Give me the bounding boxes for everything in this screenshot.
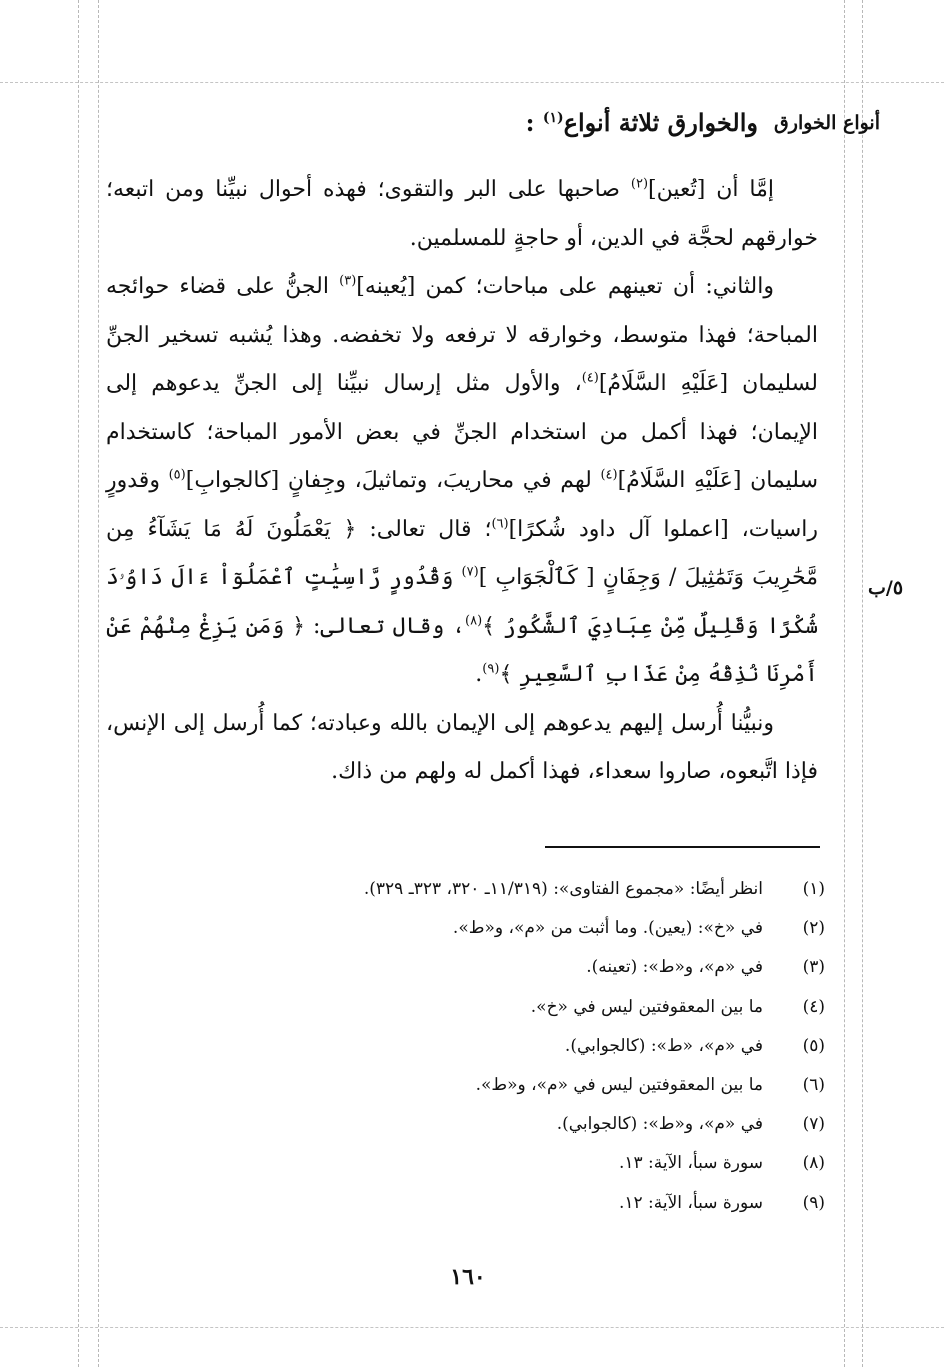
footnote-number: (٨) [802,1153,825,1174]
main-text [106,166,818,797]
footnotes [240,870,825,1223]
text-run: ، والأول مثل إرسال نبيِّنا إلى الجنِّ يدعوهم إلى الإيمان؛ فهذا أكمل من استخدام الجنِّ في بعض الأمور المباحة؛ كاستخدام سليمان [عَلَيْهِ السَّلَامُ] [106,371,819,493]
footnote-number: (٤) [802,996,825,1017]
footnote-number: (٥) [802,1035,825,1056]
footnote-item [240,1184,825,1223]
quran-quote: ؛ قال تعالى: ﴿ يَعْمَلُونَ لَهُ مَا يَشَآءُ مِن مَّحَٰرِيبَ وَتَمَٰثِيلَ / وَجِفَانٍ [ كَٱلْجَوَابِ ] [106,516,818,590]
footnote-ref: (٨) [465,613,483,629]
footnote-ref: (٧) [461,564,479,580]
heading-colon: : [525,108,543,137]
footnote-number: (٦) [802,1075,825,1096]
text-run: وقدورٍ راسيات، [اعملوا آل داود شُكرًا] [106,468,818,542]
footnote-text: سورة سبأ، الآية: ١٣. [618,1153,763,1174]
text-run: لهم في محاريبَ، وتماثيلَ، وجِفانٍ [كالجوابِ] [185,468,601,493]
scan-guide-line [844,0,845,1367]
footnote-ref: (٤) [581,370,599,386]
text-run: صاحبها على البر والتقوى؛ فهذه أحوال نبيِّنا ومن اتبعه؛ خوارقهم لحجَّة في الدين، أو حاجةٍ للمسلمين. [106,177,818,251]
footnote-number: (٣) [802,957,825,978]
footnote-text: في «م»، و«ط»: (كالجوابي). [556,1114,763,1135]
footnote-number: (٩) [802,1192,825,1213]
footnote-number: (٢) [802,918,825,939]
footnote-item [240,870,825,909]
footnote-ref: (٥) [168,467,186,483]
footnote-number: (١) [802,879,825,899]
footnote-item [240,988,825,1027]
quran-quote: ، وقال تعالى: ﴿ وَمَن يَزِغْ مِنْهُمْ عَنْ أَمْرِنَا نُذِقْهُ مِنْ عَذَابِ ٱلسَّعِيرِ ﴾ [106,613,818,687]
scan-guide-line [862,0,863,1367]
section-heading [526,108,758,137]
footnote-ref: (٩) [482,661,500,677]
footnote-item [240,1144,825,1183]
scan-guide-line [98,0,99,1367]
quran-quote: وَقُدُورٍ رَّاسِيَٰتٍ ٱعْمَلُوٓاْ ءَالَ دَاوُۥدَ شُكْرًا وَقَلِيلٌ مِّنْ عِبَادِيَ ٱلشَّكُورُ ﴾ [106,565,819,639]
heading-text: والخوارق ثلاثة أنواع [563,108,758,137]
paragraph-1 [106,166,818,263]
scan-guide-line [78,0,79,1367]
footnote-ref: (٤) [600,467,618,483]
footnote-item [240,909,825,948]
footnote-text: في «م»، و«ط»: (تعينه). [586,957,763,978]
footnote-ref: (٦) [491,516,509,532]
paragraph-2 [106,263,818,700]
text-run: إمَّا أن [تُعين] [648,177,774,202]
footnote-text: في «م»، «ط»: (كالجوابي). [564,1035,763,1056]
manuscript-folio-marker: ٥/ب [868,577,904,599]
footnote-item [240,948,825,987]
footnote-text: سورة سبأ، الآية: ١٢. [618,1192,763,1213]
footnote-item [240,1105,825,1144]
footnote-ref: (٣) [339,273,357,289]
footnote-text: ما بين المعقوفتين ليس في «م»، و«ط». [475,1075,763,1096]
scan-guide-line [0,1327,944,1328]
paragraph-3: ونبيُّنا أُرسل إليهم يدعوهم إلى الإيمان بالله وعبادته؛ كما أُرسل إلى الإنس، فإذا اتَّبعوه، صاروا سعداء، فهذا أكمل له ولهم من ذاك. [106,710,818,784]
footnote-separator [545,846,820,848]
footnote-text: انظر أيضًا: «مجموع الفتاوى»: (١١/٣١٩ـ ٣٢٠، ٣٢٣ـ ٣٢٩). [363,879,763,899]
scan-guide-line [0,82,944,83]
footnote-text: في «خ»: (يعين). وما أثبت من «م»، و«ط». [452,918,763,939]
footnote-text: ما بين المعقوفتين ليس في «خ». [530,996,763,1017]
page-number: ١٦٠ [450,1264,486,1290]
footnote-item [240,1027,825,1066]
page-header [100,106,880,146]
text-run: . [475,662,483,687]
footnote-ref: (٢) [630,176,649,192]
running-head: أنواع الخوارق [774,112,880,134]
footnote-ref: (١) [542,110,564,126]
text-run: الجنُّ على قضاء حوائجه المباحة؛ فهذا متوسط، وخوارقه لا ترفعه ولا تخفضه. وهذا يُشبه تسخير الجنِّ لسليمان [عَلَيْهِ السَّلَامُ] [106,274,818,396]
footnote-item [240,1066,825,1105]
text-run: والثاني: أن تعينهم على مباحات؛ كمن [يُعينه] [356,274,774,299]
footnote-number: (٧) [802,1114,825,1135]
